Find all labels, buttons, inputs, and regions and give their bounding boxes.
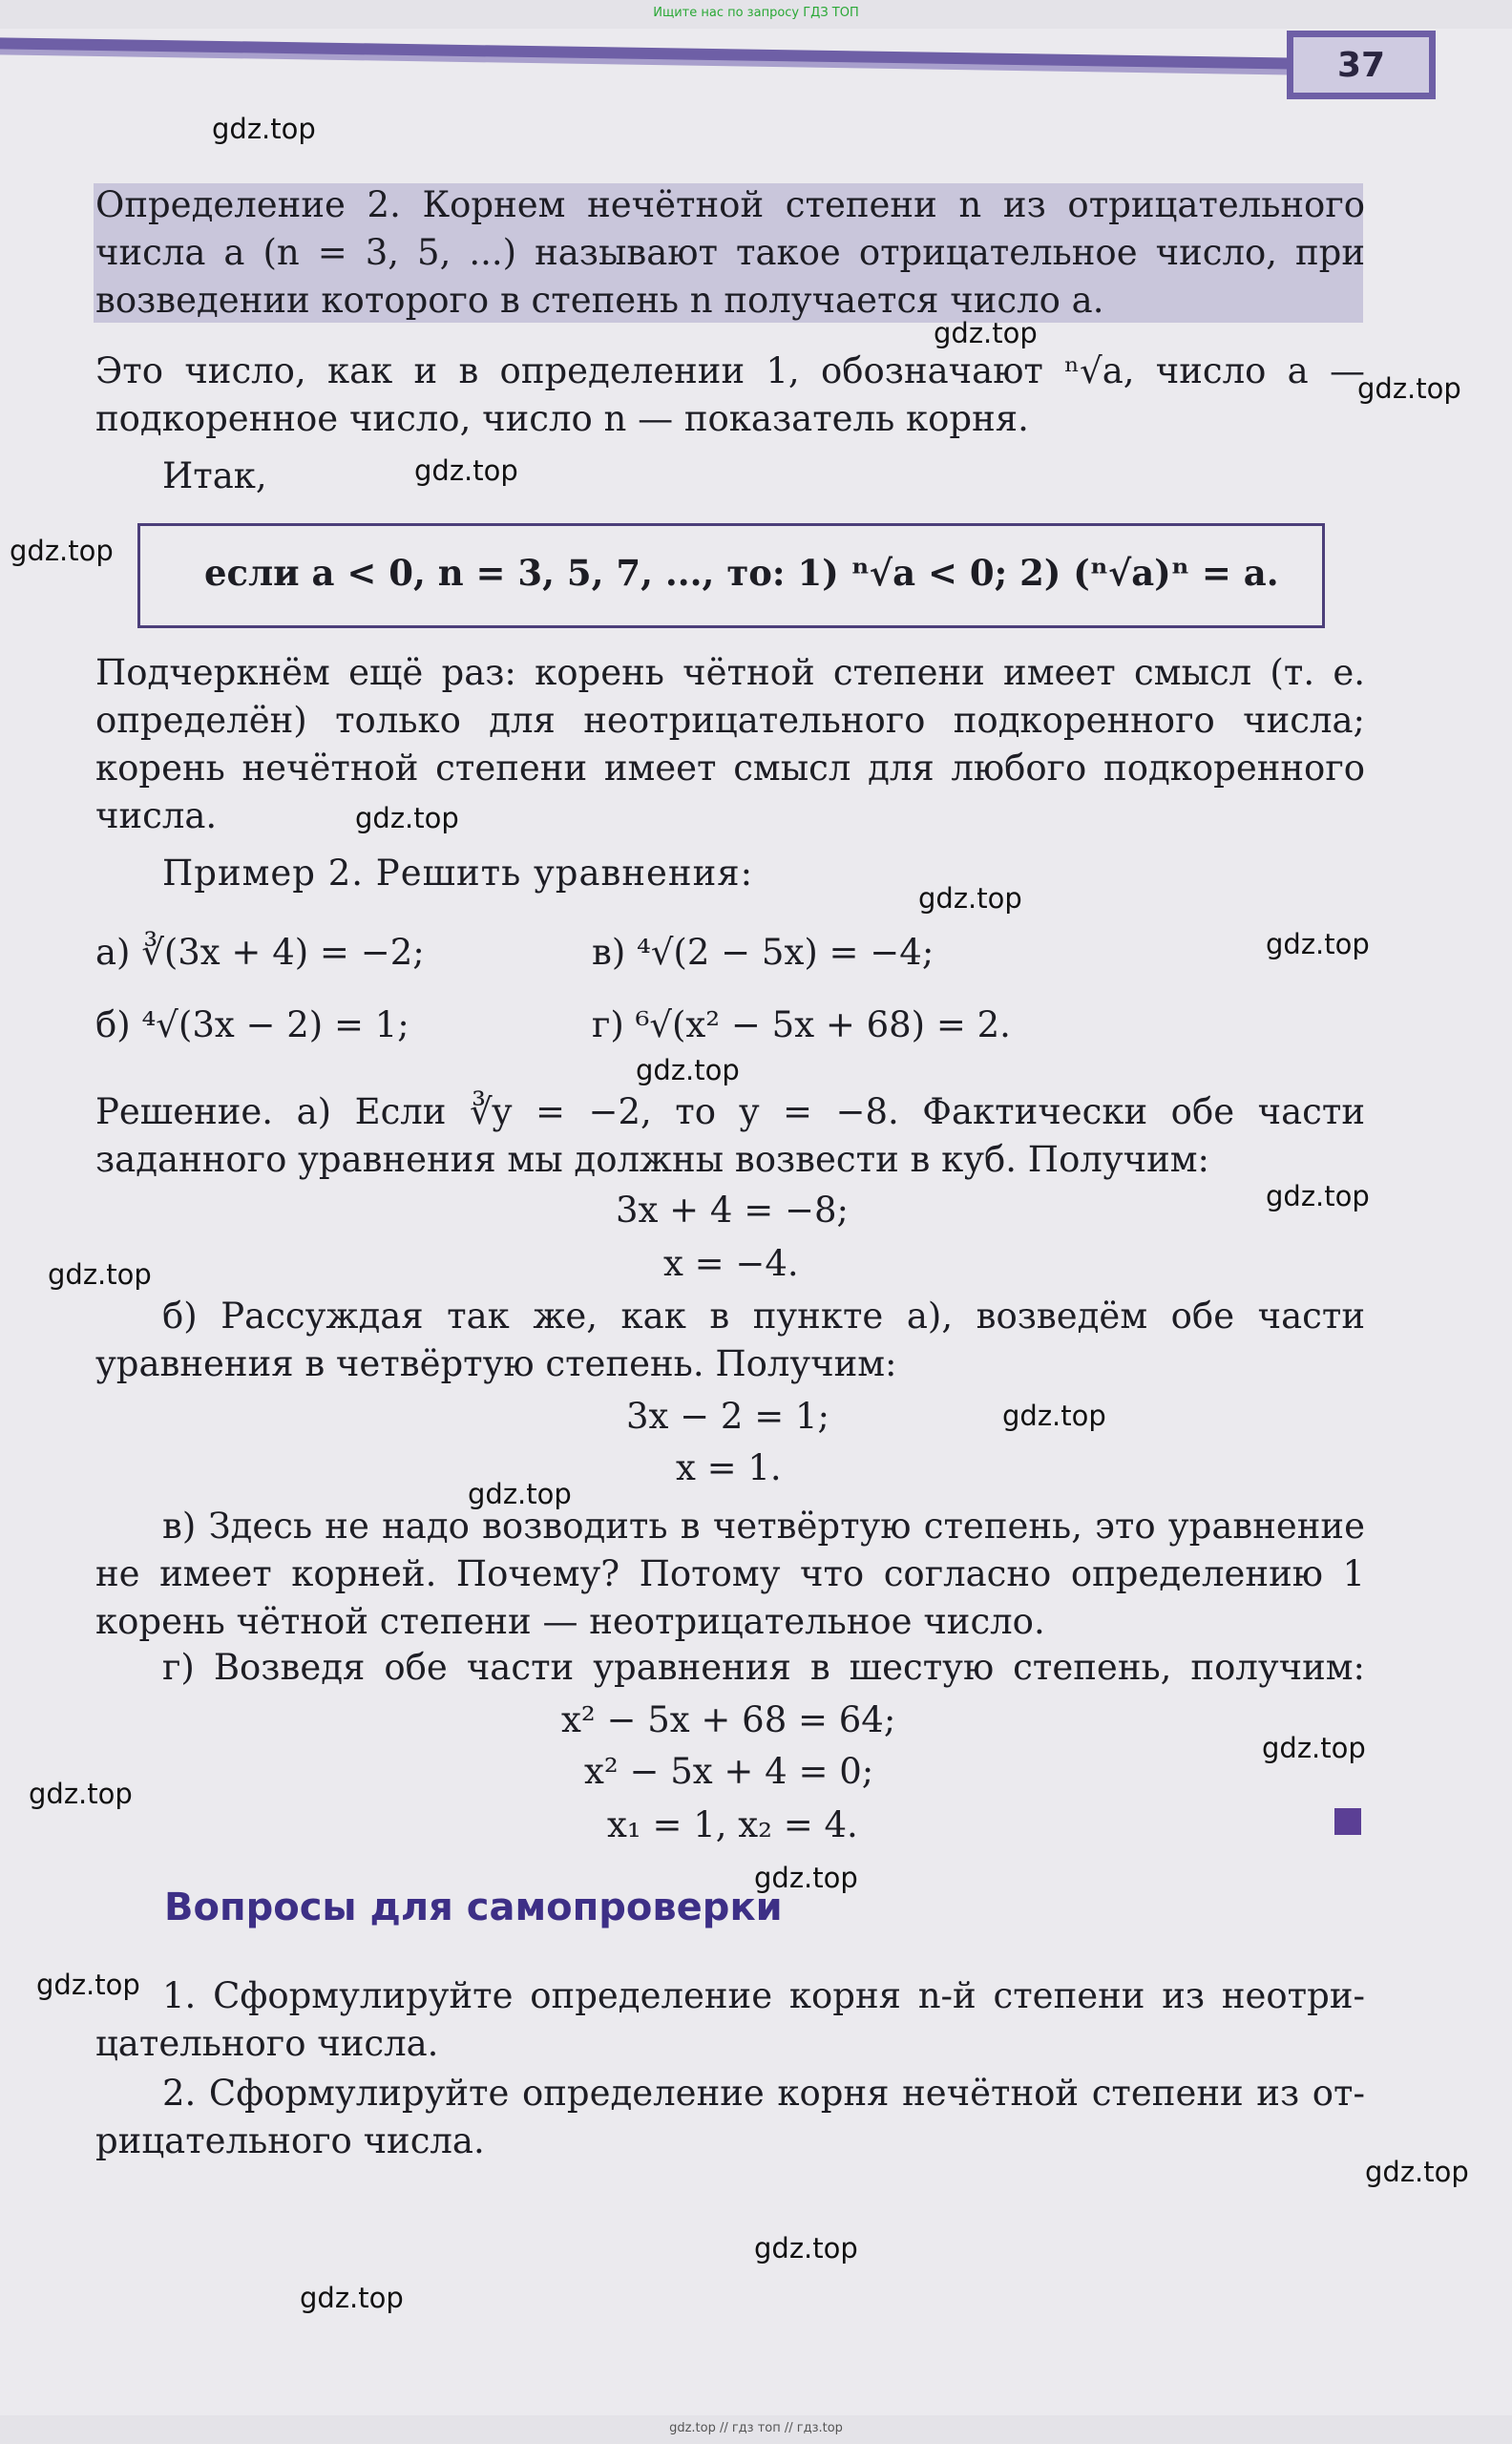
- example-b: б) ⁴√(3x − 2) = 1;: [95, 1004, 410, 1045]
- watermark: gdz.top: [754, 2232, 858, 2265]
- watermark: gdz.top: [1365, 2156, 1469, 2188]
- example-title: Пример 2. Решить уравнения:: [162, 853, 754, 894]
- solution-eq-5: x² − 5x + 68 = 64;: [561, 1699, 896, 1740]
- definition-line-3: возведении которого в степень n получается число a.: [95, 280, 1104, 321]
- watermark: gdz.top: [934, 317, 1038, 349]
- solution-eq-2: x = −4.: [663, 1243, 799, 1284]
- example-v: в) ⁴√(2 − 5x) = −4;: [592, 932, 934, 973]
- watermark: gdz.top: [468, 1478, 572, 1510]
- page-number: 37: [1287, 31, 1436, 99]
- solution-b-line-2: уравнения в четвёртую степень. Получим:: [95, 1343, 897, 1384]
- watermark: gdz.top: [1262, 1732, 1366, 1764]
- watermark: gdz.top: [29, 1778, 133, 1810]
- emphasis-line-1: Подчеркнём ещё раз: корень чётной степени имеет смысл (т. е.: [95, 652, 1365, 693]
- watermark: gdz.top: [1266, 1180, 1370, 1212]
- watermark: gdz.top: [48, 1258, 152, 1291]
- solution-b-line-1: б) Рассуждая так же, как в пункте а), возведём обе части: [162, 1296, 1365, 1337]
- watermark: gdz.top: [754, 1862, 858, 1894]
- solution-line-1: Решение. а) Если ∛y = −2, то y = −8. Фактически обе части: [95, 1091, 1365, 1132]
- example-a: а) ∛(3x + 4) = −2;: [95, 932, 425, 973]
- solution-v-line-1: в) Здесь не надо возводить в четвёртую степень, это уравнение: [162, 1506, 1365, 1547]
- emphasis-line-3: корень нечётной степени имеет смысл для любого подкоренного: [95, 748, 1365, 789]
- solution-line-2: заданного уравнения мы должны возвести в куб. Получим:: [95, 1139, 1209, 1180]
- rule-text: если a < 0, n = 3, 5, 7, ..., то: 1) ⁿ√a < 0; 2) (ⁿ√a)ⁿ = a.: [204, 552, 1279, 594]
- questions-title: Вопросы для самопроверки: [164, 1886, 783, 1929]
- footer-text: gdz.top // гдз топ // гдз.top: [669, 2421, 843, 2435]
- watermark: gdz.top: [636, 1054, 740, 1086]
- watermark: gdz.top: [1357, 372, 1461, 405]
- intro-line-1: Это число, как и в определении 1, обозначают ⁿ√a, число a —: [95, 350, 1365, 391]
- solution-v-line-3: корень чётной степени — неотрицательное число.: [95, 1601, 1045, 1642]
- question-2-line-2: рицательного числа.: [95, 2120, 485, 2161]
- top-banner-text: Ищите нас по запросу ГДЗ ТОП: [653, 6, 859, 20]
- watermark: gdz.top: [1002, 1400, 1106, 1432]
- watermark: gdz.top: [212, 113, 316, 145]
- itak-text: Итак,: [162, 455, 267, 496]
- watermark: gdz.top: [10, 535, 114, 567]
- emphasis-line-4: числа.: [95, 795, 218, 836]
- end-of-solution-marker: [1334, 1808, 1361, 1835]
- watermark: gdz.top: [414, 454, 518, 487]
- definition-line-2: числа a (n = 3, 5, ...) называют такое отрицательное число, при: [95, 232, 1365, 273]
- emphasis-line-2: определён) только для неотрицательного подкоренного числа;: [95, 700, 1365, 741]
- watermark: gdz.top: [1266, 928, 1370, 960]
- solution-eq-7: x₁ = 1, x₂ = 4.: [607, 1804, 858, 1845]
- solution-eq-6: x² − 5x + 4 = 0;: [584, 1751, 874, 1792]
- watermark: gdz.top: [918, 882, 1022, 915]
- watermark: gdz.top: [36, 1969, 140, 2001]
- solution-g-line-1: г) Возведя обе части уравнения в шестую степень, получим:: [162, 1647, 1365, 1688]
- watermark: gdz.top: [300, 2282, 404, 2314]
- example-g: г) ⁶√(x² − 5x + 68) = 2.: [592, 1004, 1011, 1045]
- solution-eq-4: x = 1.: [676, 1447, 782, 1488]
- question-2-line-1: 2. Сформулируйте определение корня нечётной степени из от-: [162, 2073, 1365, 2114]
- solution-eq-3: 3x − 2 = 1;: [626, 1396, 830, 1437]
- question-1-line-1: 1. Сформулируйте определение корня n-й степени из неотри-: [162, 1975, 1365, 2016]
- solution-eq-1: 3x + 4 = −8;: [616, 1190, 850, 1231]
- solution-v-line-2: не имеет корней. Почему? Потому что согласно определению 1: [95, 1553, 1365, 1594]
- definition-line-1: Определение 2. Корнем нечётной степени n из отрицательного: [95, 184, 1365, 225]
- question-1-line-2: цательного числа.: [95, 2023, 439, 2064]
- watermark: gdz.top: [355, 802, 459, 834]
- intro-line-2: подкоренное число, число n — показатель корня.: [95, 398, 1029, 439]
